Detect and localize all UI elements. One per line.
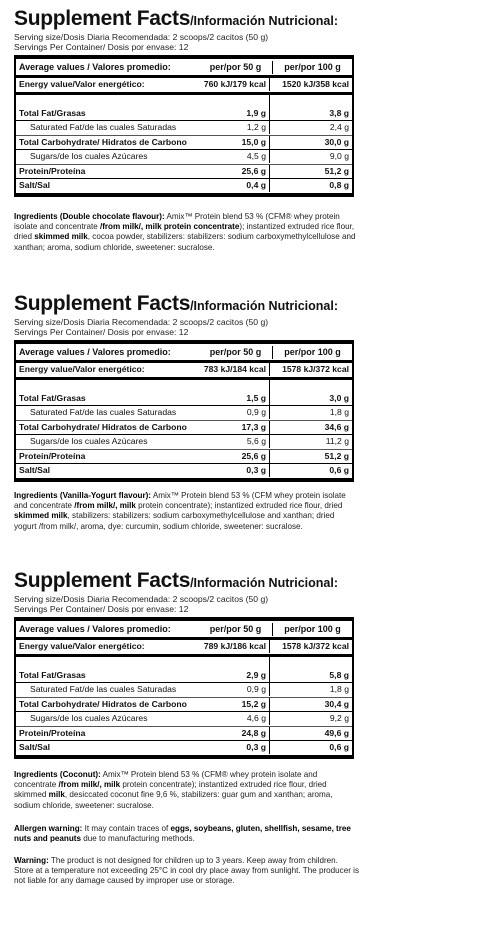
- title-main: Supplement Facts: [14, 569, 191, 592]
- table-row-fat: [16, 392, 352, 407]
- row-value-100g: 0,6 g: [329, 742, 349, 753]
- serving-size: Serving size/Dosis Diaria Recomendada: 2 scoops/2 cacitos (50 g): [14, 594, 269, 604]
- row-value-50g: 17,3 g: [193, 421, 270, 434]
- row-value-100g: 1578 kJ/372 kcal: [282, 641, 349, 652]
- ingredients-text: Amix™ Protein blend 53 % (CFM® whey protein isolate and concentrate: [14, 212, 340, 232]
- row-value-50g: 0,9 g: [193, 406, 270, 419]
- header-col-50g: per/por 50 g: [199, 61, 273, 74]
- row-value-100g: 0,6 g: [329, 465, 349, 476]
- servings-per-container: Servings Per Container/ Dosis por envase: 12: [14, 42, 189, 52]
- ingredients-label: Ingredients (Coconut):: [14, 770, 101, 779]
- header-label: Average values / Valores promedio:: [19, 623, 171, 634]
- row-label: Protein/Proteína: [19, 450, 86, 461]
- ingredients-bold: milk: [48, 790, 65, 800]
- table-row-salt: [16, 464, 352, 478]
- allergen-text: It may contain traces of: [82, 824, 171, 833]
- table-header: [16, 621, 352, 640]
- row-value-100g: 9,0 g: [329, 151, 349, 162]
- supplement-facts-panel: [14, 8, 354, 197]
- nutrition-table: [14, 340, 354, 482]
- table-row-protein: [16, 165, 352, 180]
- row-label: Total Fat/Grasas: [19, 107, 86, 118]
- ingredients-text: Amix™ Protein blend 53 % (CFM® whey protein isolate and concentrate: [14, 770, 318, 790]
- row-value-100g: 49,6 g: [324, 727, 349, 738]
- header-col-50g: per/por 50 g: [199, 623, 273, 636]
- row-value-50g: 0,9 g: [193, 683, 270, 696]
- serving-size: Serving size/Dosis Diaria Recomendada: 2 scoops/2 cacitos (50 g): [14, 317, 269, 327]
- row-label: Total Fat/Grasas: [19, 669, 86, 680]
- supplement-facts-panel: [14, 570, 354, 759]
- ingredients-label: Ingredients (Vanilla-Yogurt flavour):: [14, 491, 152, 500]
- row-value-50g: 789 kJ/186 kcal: [193, 640, 270, 653]
- ingredients-text: , desiccated coconut fine 9,6 %, stabilizers: guar gum and xanthan; aroma, sodium chloride, sweetener: sucralose.: [14, 790, 333, 810]
- ingredients-vanilla-yogurt: [14, 491, 359, 532]
- row-value-50g: 24,8 g: [193, 727, 270, 740]
- row-value-50g: 0,3 g: [193, 741, 270, 754]
- row-label: Total Carbohydrate/ Hidratos de Carbono: [19, 136, 187, 147]
- ingredients-double-chocolate: [14, 212, 359, 253]
- row-value-100g: 11,2 g: [325, 436, 349, 447]
- row-label: Sugars/de los cuales Azúcares: [30, 151, 148, 162]
- row-value-100g: 3,8 g: [329, 107, 349, 118]
- row-value-50g: 783 kJ/184 kcal: [193, 363, 270, 376]
- header-col-50g: per/por 50 g: [199, 346, 273, 359]
- table-row-carb: [16, 698, 352, 713]
- table-row-fat: [16, 669, 352, 684]
- row-value-50g: 2,9 g: [193, 669, 270, 682]
- table-spacer: [16, 657, 352, 669]
- title-sub: /Información Nutricional:: [190, 576, 339, 590]
- row-value-100g: 1,8 g: [329, 407, 349, 418]
- row-label: Protein/Proteína: [19, 727, 86, 738]
- ingredients-coconut: [14, 770, 359, 811]
- ingredients-text: ); instantized extruded rice flour, dried: [14, 222, 355, 242]
- row-value-100g: 51,2 g: [324, 165, 349, 176]
- servings-per-container: Servings Per Container/ Dosis por envase: 12: [14, 604, 189, 614]
- servings-per-container: Servings Per Container/ Dosis por envase: 12: [14, 327, 189, 337]
- table-row-carb: [16, 421, 352, 436]
- table-row-protein: [16, 450, 352, 465]
- nutrition-table: [14, 617, 354, 759]
- row-value-50g: 0,4 g: [193, 179, 270, 192]
- row-value-100g: 1520 kJ/358 kcal: [282, 79, 349, 90]
- table-row-sugar: [16, 150, 352, 165]
- table-row-sugar: [16, 435, 352, 450]
- allergen-label: Allergen warning:: [14, 824, 83, 833]
- row-value-100g: 1578 kJ/372 kcal: [282, 364, 349, 375]
- row-value-100g: 3,0 g: [329, 392, 349, 403]
- table-row-satfat: [16, 121, 352, 136]
- row-label: Salt/Sal: [19, 465, 51, 476]
- ingredients-bold: skimmed milk: [34, 232, 88, 242]
- nutrition-table: [14, 55, 354, 197]
- row-value-100g: 34,6 g: [324, 421, 349, 432]
- table-spacer: [16, 95, 352, 107]
- row-value-50g: 15,2 g: [193, 698, 270, 711]
- row-value-50g: 4,6 g: [193, 712, 270, 725]
- table-spacer: [16, 380, 352, 392]
- table-row-satfat: [16, 406, 352, 421]
- row-value-50g: 25,6 g: [193, 165, 270, 178]
- table-row-salt: [16, 179, 352, 193]
- allergen-warning: [14, 824, 359, 844]
- table-row-satfat: [16, 683, 352, 698]
- ingredients-label: Ingredients (Double chocolate flavour):: [14, 212, 165, 221]
- ingredients-bold: /from milk/, milk protein concentrate: [99, 222, 240, 232]
- row-label: Saturated Fat/de las cuales Saturadas: [30, 122, 177, 133]
- row-value-100g: 2,4 g: [329, 122, 349, 133]
- row-label: Salt/Sal: [19, 180, 51, 191]
- row-value-50g: 4,5 g: [193, 150, 270, 163]
- warning-text: The product is not designed for children up to 3 years. Keep away from children. Store at a temperature not exceeding 25°C in cool dry place away from sunlight. The producer is not liable for any damage caused by improper use or storage.: [14, 856, 360, 886]
- ingredients-text: , stabilizers: stabilizers: sodium carboxymethylcellulose and xanthan; dried yogurt /from milk/, aroma, dye: curcumin, sodium chloride, sweetener: sucralose.: [14, 511, 335, 531]
- panel-title: [14, 293, 354, 317]
- warning-label: Warning:: [14, 856, 49, 865]
- table-row-energy: [16, 363, 352, 380]
- row-value-50g: 1,9 g: [193, 107, 270, 120]
- row-value-100g: 5,8 g: [329, 669, 349, 680]
- panel-title: [14, 8, 354, 32]
- row-value-50g: 5,6 g: [193, 435, 270, 448]
- row-value-50g: 760 kJ/179 kcal: [193, 78, 270, 91]
- row-label: Energy value/Valor energético:: [19, 364, 145, 375]
- row-value-50g: 1,5 g: [193, 392, 270, 405]
- row-label: Energy value/Valor energético:: [19, 79, 145, 90]
- row-label: Saturated Fat/de las cuales Saturadas: [30, 684, 177, 695]
- allergen-text: due to manufacturing methods.: [81, 834, 195, 844]
- supplement-facts-panel: [14, 293, 354, 482]
- row-label: Sugars/de los cuales Azúcares: [30, 436, 148, 447]
- row-label: Sugars/de los cuales Azúcares: [30, 713, 148, 724]
- row-label: Protein/Proteína: [19, 165, 86, 176]
- title-sub: /Información Nutricional:: [190, 299, 339, 313]
- title-main: Supplement Facts: [14, 7, 191, 30]
- row-label: Salt/Sal: [19, 742, 51, 753]
- serving-size: Serving size/Dosis Diaria Recomendada: 2 scoops/2 cacitos (50 g): [14, 32, 269, 42]
- ingredients-bold: /from milk/, milk: [74, 501, 136, 511]
- table-header: [16, 59, 352, 78]
- row-label: Total Carbohydrate/ Hidratos de Carbono: [19, 698, 187, 709]
- title-main: Supplement Facts: [14, 292, 191, 315]
- ingredients-text: protein concentrate); instantized extruded rice flour, dried: [135, 501, 343, 511]
- title-sub: /Información Nutricional:: [190, 14, 339, 28]
- row-label: Total Carbohydrate/ Hidratos de Carbono: [19, 421, 187, 432]
- header-col-100g: per/por 100 g: [284, 61, 341, 72]
- row-value-100g: 51,2 g: [324, 450, 349, 461]
- allergen-list: eggs, soybeans, gluten, shellfish, sesame, tree nuts and peanuts: [14, 824, 351, 844]
- row-value-50g: 25,6 g: [193, 450, 270, 463]
- row-value-100g: 9,2 g: [329, 713, 349, 724]
- ingredients-text: protein concentrate); instantized extruded rice flour, dried skimmed: [14, 780, 327, 800]
- table-row-fat: [16, 107, 352, 122]
- table-row-salt: [16, 741, 352, 755]
- row-value-50g: 15,0 g: [193, 136, 270, 149]
- row-label: Total Fat/Grasas: [19, 392, 86, 403]
- row-value-100g: 1,8 g: [329, 684, 349, 695]
- panel-title: [14, 570, 354, 594]
- ingredients-bold: skimmed milk: [14, 511, 68, 521]
- table-row-energy: [16, 78, 352, 95]
- table-row-sugar: [16, 712, 352, 727]
- header-col-100g: per/por 100 g: [284, 623, 341, 634]
- ingredients-text: Amix™ Protein blend 53 % (CFM whey protein isolate and concentrate: [14, 491, 346, 511]
- row-value-50g: 1,2 g: [193, 121, 270, 134]
- row-value-100g: 30,0 g: [324, 136, 349, 147]
- table-header: [16, 344, 352, 363]
- row-value-100g: 30,4 g: [324, 698, 349, 709]
- row-value-50g: 0,3 g: [193, 464, 270, 477]
- table-row-carb: [16, 136, 352, 151]
- row-label: Saturated Fat/de las cuales Saturadas: [30, 407, 177, 418]
- table-row-energy: [16, 640, 352, 657]
- row-value-100g: 0,8 g: [329, 180, 349, 191]
- header-col-100g: per/por 100 g: [284, 346, 341, 357]
- header-label: Average values / Valores promedio:: [19, 346, 171, 357]
- table-row-protein: [16, 727, 352, 742]
- row-label: Energy value/Valor energético:: [19, 641, 145, 652]
- header-label: Average values / Valores promedio:: [19, 61, 171, 72]
- ingredients-bold: /from milk/, milk: [58, 780, 121, 790]
- storage-warning: [14, 856, 359, 887]
- ingredients-text: , cocoa powder, stabilizers: stabilizers: sodium carboxymethylcellulose and xanthan; aroma, sodium chloride, sweetener: sucralose.: [14, 232, 356, 252]
